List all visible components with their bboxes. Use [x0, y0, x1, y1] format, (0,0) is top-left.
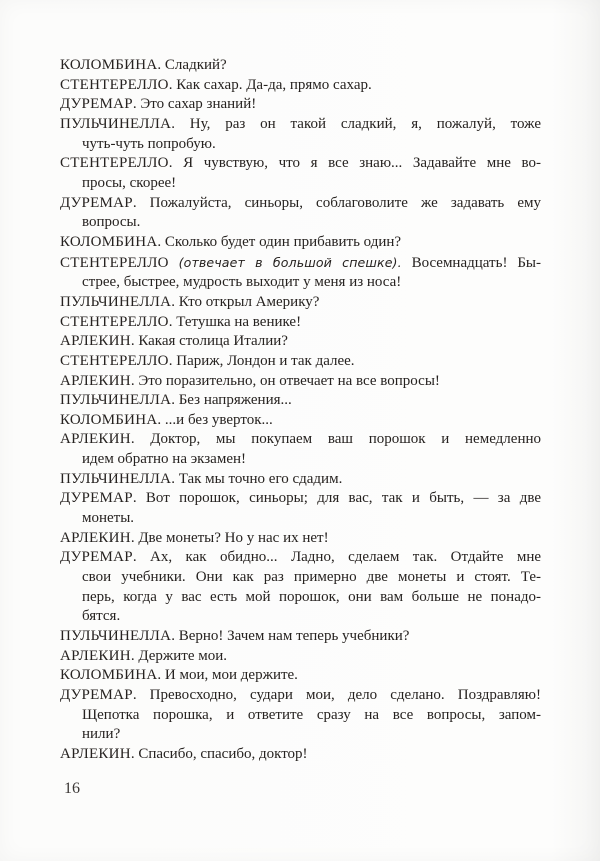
- dialogue-segment: . Какая столица Италии?: [130, 333, 288, 350]
- dialogue-line: [60, 115, 541, 135]
- dialogue-line: [60, 391, 541, 411]
- dialogue-segment: . Париж, Лондон и так далее.: [168, 352, 355, 369]
- dialogue-line: [60, 135, 541, 155]
- dialogue-line: [60, 607, 541, 627]
- speaker-name: ПУЛЬЧИНЕЛЛА: [60, 115, 172, 132]
- dialogue-segment: перь, когда у вас есть мой порошок, они вам больше не понадо-: [82, 588, 541, 605]
- speaker-name: АРЛЕКИН: [60, 372, 131, 389]
- dialogue-line: [60, 725, 541, 745]
- speaker-name: КОЛОМБИНА: [60, 57, 158, 73]
- dialogue-line: [60, 706, 541, 726]
- dialogue-line: [60, 372, 541, 392]
- dialogue-line: [60, 154, 541, 174]
- dialogue-segment: . Это сахар знаний!: [132, 96, 257, 113]
- dialogue-line: [60, 489, 541, 509]
- dialogue-segment: . Это поразительно, он отвечает на все вопросы!: [130, 372, 440, 389]
- speaker-name: КОЛОМБИНА: [60, 233, 158, 250]
- dialogue-segment: . Верно! Зачем нам теперь учебники?: [171, 628, 410, 645]
- speaker-name: КОЛОМБИНА: [60, 411, 158, 428]
- dialogue-segment: чуть-чуть попробую.: [82, 135, 216, 152]
- dialogue-line: [60, 293, 541, 313]
- speaker-name: ДУРЕМАР: [60, 96, 133, 113]
- dialogue-segment: стрее, быстрее, мудрость выходит у меня из носа!: [82, 274, 402, 291]
- dialogue-line: [60, 411, 541, 431]
- dialogue-line: [60, 745, 541, 765]
- dialogue-line: [60, 509, 541, 529]
- dialogue-line: [60, 233, 541, 253]
- dialogue-text: [60, 56, 541, 765]
- speaker-name: АРЛЕКИН: [60, 529, 131, 546]
- dialogue-line: [60, 194, 541, 214]
- dialogue-segment: . Сколько будет один прибавить один?: [157, 233, 402, 250]
- speaker-name: ДУРЕМАР: [60, 549, 133, 566]
- dialogue-line: [60, 174, 541, 194]
- dialogue-segment: . Без напряжения...: [171, 392, 292, 409]
- dialogue-segment: . Спасибо, спасибо, доктор!: [130, 745, 308, 762]
- dialogue-line: [60, 213, 541, 233]
- dialogue-line: [60, 430, 541, 450]
- dialogue-segment: . Превосходно, судари мои, дело сделано. Поздравляю!: [132, 687, 541, 703]
- dialogue-line: [60, 470, 541, 490]
- speaker-name: СТЕНТЕРЕЛЛО: [60, 76, 169, 93]
- speaker-name: СТЕНТЕРЕЛЛО: [60, 352, 169, 369]
- dialogue-segment: . Пожалуйста, синьоры, соблаговолите же задавать ему: [132, 194, 541, 211]
- dialogue-line: [60, 588, 541, 608]
- dialogue-line: [60, 332, 541, 352]
- dialogue-segment: . Тетушка на венике!: [168, 313, 302, 330]
- dialogue-segment: [169, 255, 179, 271]
- dialogue-segment: . Я чувствую, что я все знаю... Задавайте мне во-: [168, 155, 541, 172]
- dialogue-segment: нили?: [82, 726, 121, 743]
- dialogue-line: [60, 95, 541, 115]
- dialogue-line: [60, 627, 541, 647]
- dialogue-segment: . Сладкий?: [157, 57, 227, 73]
- dialogue-segment: свои учебники. Они как раз примерно две монеты и стоят. Те-: [82, 569, 541, 586]
- dialogue-segment: . Две монеты? Но у нас их нет!: [130, 529, 329, 546]
- dialogue-segment: вопросы.: [82, 214, 141, 231]
- speaker-name: ПУЛЬЧИНЕЛЛА: [60, 628, 172, 645]
- dialogue-line: [60, 568, 541, 588]
- dialogue-line: [60, 548, 541, 568]
- dialogue-line: [60, 56, 541, 76]
- dialogue-line: [60, 76, 541, 96]
- speaker-name: АРЛЕКИН: [60, 333, 131, 350]
- speaker-name: ДУРЕМАР: [60, 687, 133, 703]
- page-number: 16: [64, 780, 80, 797]
- speaker-name: АРЛЕКИН: [60, 745, 131, 762]
- dialogue-segment: . Ну, раз он такой сладкий, я, пожалуй, тоже: [171, 115, 541, 132]
- dialogue-segment: идем обратно на экзамен!: [82, 451, 247, 468]
- dialogue-line: [60, 313, 541, 333]
- dialogue-segment: . И мои, мои держите.: [157, 667, 298, 684]
- dialogue-line: [60, 273, 541, 293]
- dialogue-segment: монеты.: [82, 510, 135, 527]
- speaker-name: КОЛОМБИНА: [60, 667, 158, 684]
- dialogue-segment: . Ах, как обидно... Ладно, сделаем так. Отдайте мне: [132, 549, 541, 566]
- dialogue-segment: . Вот порошок, синьоры; для вас, так и быть, — за две: [132, 490, 541, 507]
- dialogue-line: [60, 529, 541, 549]
- dialogue-line: [60, 352, 541, 372]
- speaker-name: СТЕНТЕРЕЛЛО: [60, 155, 169, 172]
- stage-direction: (отвечает в большой спешке).: [178, 254, 402, 270]
- dialogue-line: [60, 253, 541, 274]
- dialogue-segment: бятся.: [82, 608, 121, 625]
- dialogue-line: [60, 450, 541, 470]
- speaker-name: ДУРЕМАР: [60, 490, 133, 507]
- dialogue-segment: . Доктор, мы покупаем ваш порошок и немедленно: [130, 431, 541, 448]
- speaker-name: АРЛЕКИН: [60, 431, 131, 448]
- speaker-name: ДУРЕМАР: [60, 194, 133, 211]
- dialogue-segment: просы, скорее!: [82, 174, 177, 191]
- speaker-name: ПУЛЬЧИНЕЛЛА: [60, 293, 172, 310]
- speaker-name: ПУЛЬЧИНЕЛЛА: [60, 470, 172, 487]
- dialogue-segment: . ...и без уверток...: [157, 411, 273, 428]
- dialogue-segment: Щепотка порошка, и ответите сразу на все вопросы, запом-: [82, 706, 541, 723]
- dialogue-segment: . Так мы точно его сдадим.: [171, 470, 343, 487]
- speaker-name: СТЕНТЕРЕЛЛО: [60, 254, 169, 271]
- dialogue-line: [60, 666, 541, 686]
- dialogue-line: [60, 647, 541, 667]
- dialogue-segment: . Держите мои.: [130, 647, 228, 664]
- dialogue-segment: Восемнадцать! Бы-: [401, 254, 542, 271]
- speaker-name: АРЛЕКИН: [60, 647, 131, 664]
- dialogue-segment: . Как сахар. Да-да, прямо сахар.: [168, 76, 372, 93]
- speaker-name: СТЕНТЕРЕЛЛО: [60, 313, 169, 330]
- dialogue-line: [60, 686, 541, 706]
- speaker-name: ПУЛЬЧИНЕЛЛА: [60, 392, 172, 409]
- dialogue-segment: . Кто открыл Америку?: [171, 293, 320, 310]
